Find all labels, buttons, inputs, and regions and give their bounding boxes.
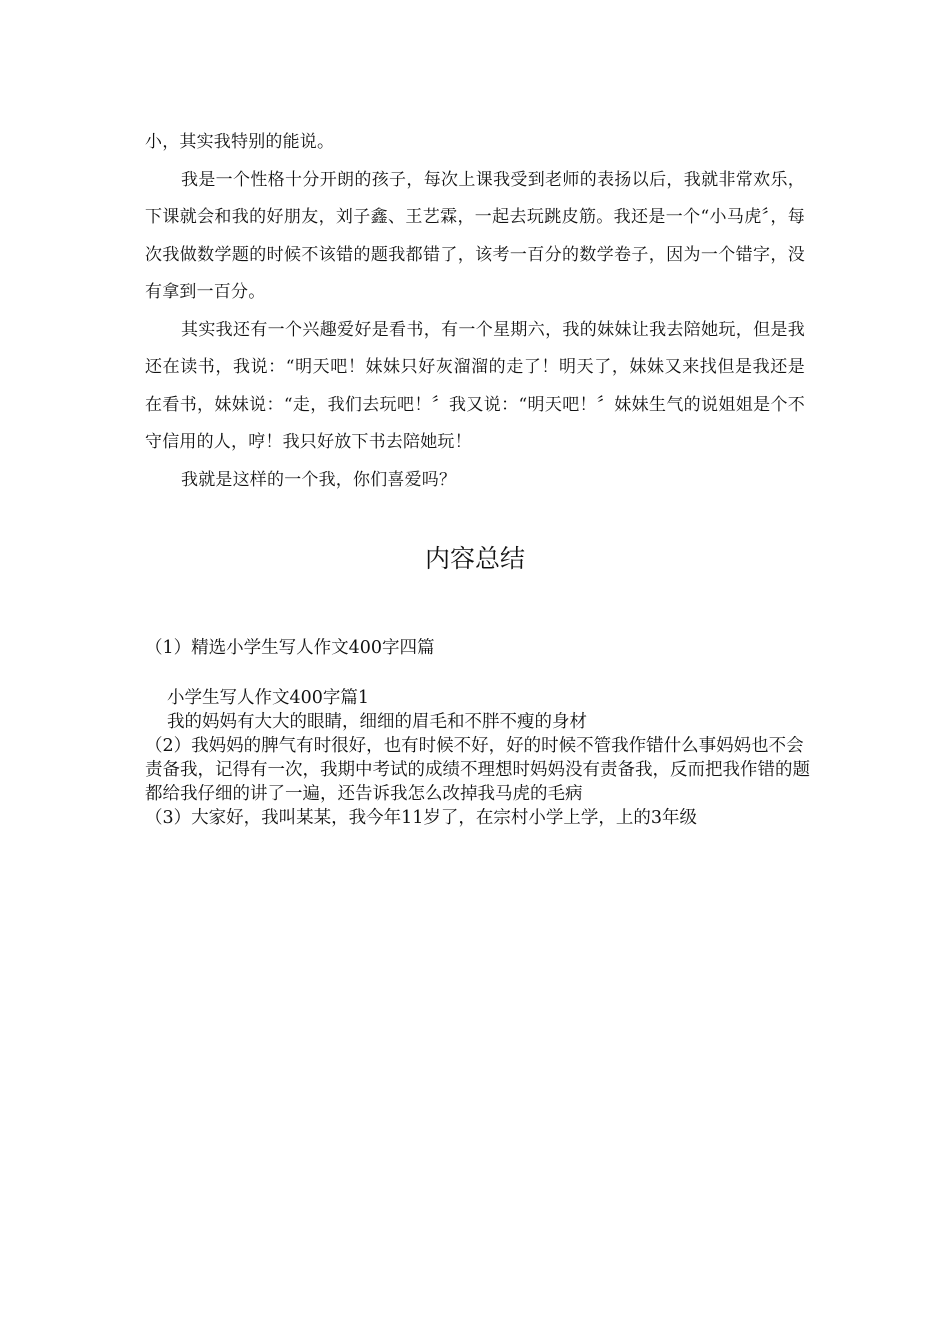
summary-details <box>145 686 810 830</box>
summary-subline: 我的妈妈有大大的眼睛，细细的眉毛和不胖不瘦的身材 <box>167 712 587 732</box>
summary-item-2: （2）我妈妈的脾气有时很好，也有时候不好，好的时候不管我作错什么事妈妈也不会责备我，记得有一次，我期中考试的成绩不理想时妈妈没有责备我，反而把我作错的题都给我仔细的讲了一遍，还告诉我怎么改掉我马虎的毛病 <box>145 736 810 804</box>
essay-paragraph-2: 我是一个性格十分开朗的孩子，每次上课我受到老师的表扬以后，我就非常欢乐，下课就会和我的好朋友，刘子鑫、王艺霖，一起去玩跳皮筋。我还是一个“小马虎〞，每次我做数学题的时候不该错的题我都错了，该考一百分的数学卷子，因为一个错字，没有拿到一百分。 <box>145 169 805 302</box>
essay-paragraph-3: 其实我还有一个兴趣爱好是看书，有一个星期六，我的妹妹让我去陪她玩，但是我还在读书，我说：“明天吧！妹妹只好灰溜溜的走了！明天了，妹妹又来找但是我还是在看书，妹妹说：“走，我们去玩吧！〞我又说：“明天吧！〞妹妹生气的说姐姐是个不守信用的人，哼！我只好放下书去陪她玩！ <box>145 319 805 452</box>
summary-heading: 内容总结 <box>424 544 525 573</box>
essay-paragraph-4: 我就是这样的一个我，你们喜爱吗？ <box>181 469 457 490</box>
summary-subtitle: 小学生写人作文400字篇1 <box>167 688 370 708</box>
summary-item-1-block <box>145 636 810 660</box>
summary-item-1: （1）精选小学生写人作文400字四篇 <box>145 638 435 658</box>
essay-paragraph-1: 小，其实我特别的能说。 <box>145 132 335 152</box>
essay-body <box>145 124 805 499</box>
summary-item-3: （3）大家好，我叫某某，我今年11岁了，在宗村小学上学，上的3年级 <box>145 808 698 828</box>
